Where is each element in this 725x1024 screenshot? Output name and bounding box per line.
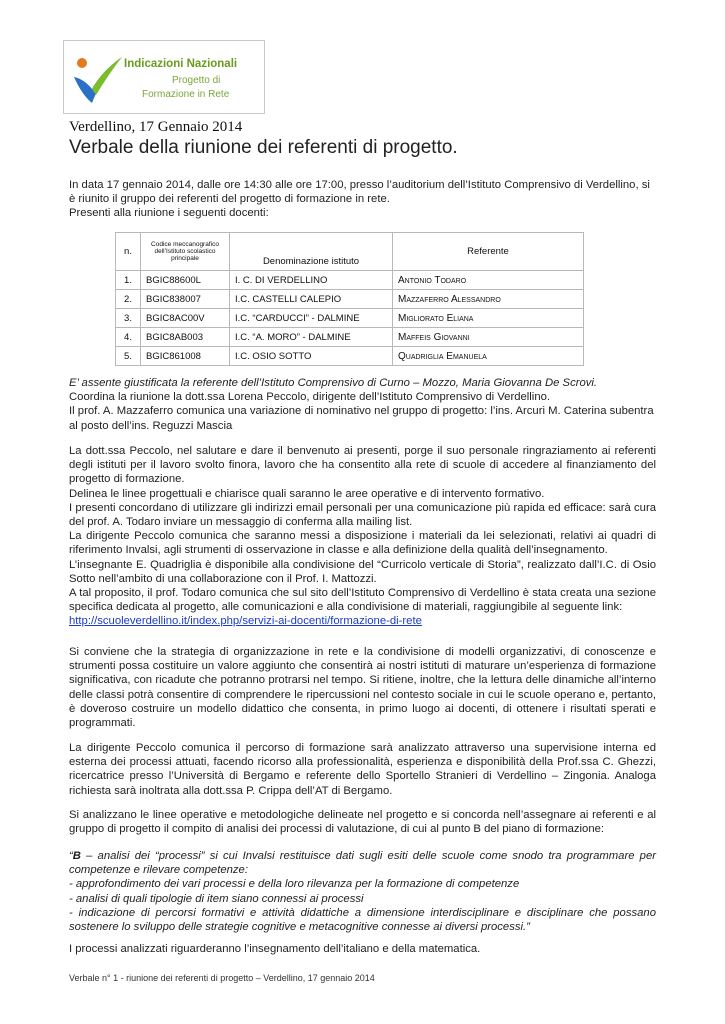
welcome-section (69, 444, 656, 629)
cell-codice: BGIC8AB003 (141, 328, 230, 347)
presenti-text: Presenti alla riunione i seguenti docenti: (69, 207, 269, 220)
quote-b-letter: B (72, 850, 81, 862)
intro-paragraph: In data 17 gennaio 2014, dalle ore 14:30 alle ore 17:00, presso l’auditorium dell’Istituto Comprensivo di Verdellino, si è riunito il gruppo dei referenti del progetto di formazione in rete. (69, 179, 650, 206)
quote-open: “ (69, 850, 73, 862)
cell-denominazione: I.C. CASTELLI CALEPIO (230, 290, 393, 309)
assente-note: E’ assente giustificata la referente dell’Istituto Comprensivo di Curno – Mozzo, Maria Giovanna De Scrovi. (69, 377, 598, 389)
quote-intro: – analisi dei “processi” si cui Invalsi restituisce dati sugli esiti delle scuole come snodo tra programmare per competenze e rilevare competenze: (69, 850, 656, 877)
quote-item: - analisi di quali tipologie di item siano connessi ai processi (69, 892, 364, 905)
table-row (116, 290, 584, 309)
cell-denominazione: I.C. “A. MORO” - DALMINE (230, 328, 393, 347)
header-denominazione: Denominazione istituto (230, 233, 393, 271)
cell-referente: Antonio Todaro (393, 271, 584, 290)
attendance-notes (69, 376, 656, 433)
header-codice: Codice meccanografico dell’Istituto scolastico principale (141, 233, 230, 271)
quote-item: - approfondimento dei vari processi e della loro rilevanza per la formazione di competenze (69, 878, 520, 891)
sito-paragraph: A tal proposito, il prof. Todaro comunica che sul sito dell’Istituto Comprensivo di Verdellino è stata creata una sezione specifica dedicata al progetto, alle comunicazioni e alla condivisione di materiali, raggiungibile al seguente link: (69, 587, 656, 614)
referenti-table (115, 232, 584, 366)
cell-referente: Quadriglia Emanuela (393, 347, 584, 366)
punto-b-quote (69, 849, 656, 934)
cell-codice: BGIC838007 (141, 290, 230, 309)
welcome-paragraph: La dott.ssa Peccolo, nel salutare e dare il benvenuto ai presenti, porge il suo personale ringraziamento ai referenti degli istituti per il lavoro svolto finora, lavoro che ha consentito alla rete di scuole di accedere al finanziamento del progetto di formazione. (69, 445, 656, 486)
table-row (116, 271, 584, 290)
page-title: Verbale della riunione dei referenti di progetto. (69, 137, 458, 158)
cell-referente: Migliorato Eliana (393, 309, 584, 328)
materiali-paragraph: La dirigente Peccolo comunica che saranno messi a disposizione i materiali da lei selezionati, relativi ai quadri di riferimento Invalsi, agli strumenti di osservazione in classe e alla definizione della qualità dell’insegnamento. (69, 530, 656, 557)
formazione-link[interactable]: http://scuoleverdellino.it/index.php/servizi-ai-docenti/formazione-di-rete (69, 615, 422, 628)
cell-codice: BGIC861008 (141, 347, 230, 366)
cell-referente: Maffeis Giovanni (393, 328, 584, 347)
conclusione-paragraph: I processi analizzati riguarderanno l’insegnamento dell’italiano e della matematica. (69, 943, 481, 955)
project-logo (63, 40, 265, 114)
cell-n: 2. (116, 290, 141, 309)
table-header-row (116, 233, 584, 271)
cell-denominazione: I. C. DI VERDELLINO (230, 271, 393, 290)
dateline: Verdellino, 17 Gennaio 2014 (69, 119, 243, 135)
delinea-paragraph: Delinea le linee progettuali e chiarisce quali saranno le aree operative e di intervento formativo. (69, 487, 545, 500)
email-paragraph: I presenti concordano di utilizzare gli indirizzi email personali per una comunicazione più rapida ed efficace: sarà cura del prof. A. Todaro inviare un messaggio di conferma alla mailing list. (69, 501, 656, 529)
table-row (116, 347, 584, 366)
logo-line-1: Indicazioni Nazionali (124, 58, 238, 70)
logo-line-3: Formazione in Rete (142, 89, 230, 100)
cell-codice: BGIC88600L (141, 271, 230, 290)
table-row (116, 328, 584, 347)
cell-codice: BGIC8AC00V (141, 309, 230, 328)
cell-n: 5. (116, 347, 141, 366)
intro-block (69, 178, 656, 221)
cell-n: 1. (116, 271, 141, 290)
cell-denominazione: I.C. OSIO SOTTO (230, 347, 393, 366)
quote-item: - indicazione di percorsi formativi e attività didattiche a dimensione interdisciplinare e disciplinare che possano sostenere lo sviluppo delle strategie cognitive e metacognitive connesse ai diversi processi.” (69, 906, 656, 934)
cell-n: 4. (116, 328, 141, 347)
strategia-paragraph: Si conviene che la strategia di organizzazione in rete e la condivisione di modelli organizzativi, di conoscenze e strumenti possa costituire un valore aggiunto che consentirà ai nostri istituti di maturare un’esperienza di formazione significativa, con ricadute che potranno protrarsi nel tempo. Si ritiene, inoltre, che la lettura delle dinamiche all’interno delle classi potrà consentire di comprendere le ripercussioni nel contesto sociale in cui le scuole operano e, pertanto, è doveroso costruire un modello didattico che consenta, in primo luogo ai docenti, di ottenere i risultati sperati e programmati. (69, 646, 656, 730)
header-referente: Referente (393, 233, 584, 271)
cell-referente: Mazzaferro Alessandro (393, 290, 584, 309)
page-footer: Verbale n° 1 - riunione dei referenti di progetto – Verdellino, 17 gennaio 2014 (69, 973, 375, 983)
percorso-paragraph: La dirigente Peccolo comunica il percorso di formazione sarà analizzato attraverso una supervisione interna ed esterna dei processi attuati, facendo ricorso alla professionalità, esperienza e disponibilità della Prof.ssa C. Ghezzi, ricercatrice presso l’Università di Bergamo e referente dello Sportello Stranieri di Verdellino – Zingonia. Analoga richiesta sarà inoltrata alla dott.ssa P. Crippa dell’AT di Bergamo. (69, 742, 656, 797)
logo-line-2: Progetto di (172, 75, 221, 86)
header-n: n. (116, 233, 141, 271)
checkmark-person-icon (68, 47, 128, 107)
cell-n: 3. (116, 309, 141, 328)
table-row (116, 309, 584, 328)
coordina-text: Coordina la riunione la dott.ssa Lorena Peccolo, dirigente dell’Istituto Comprensivo di Verdellino. (69, 391, 551, 404)
analisi-paragraph: Si analizzano le linee operative e metodologiche delineate nel progetto e si concorda nell’assegnare ai referenti e al gruppo di progetto il compito di analisi dei processi di valutazione, di cui al punto B del piano di formazione: (69, 809, 656, 836)
mazzaferro-text: Il prof. A. Mazzaferro comunica una variazione di nominativo nel gruppo di progetto: l’ins. Arcuri M. Caterina subentra al posto dell’ins. Reguzzi Mascia (69, 405, 654, 432)
curricolo-paragraph: L’insegnante E. Quadriglia è disponibile alla condivisione del “Curricolo verticale di Storia”, realizzato dall’I.C. di Osio Sotto nell’ambito di una collaborazione con il Prof. I. Mattozzi. (69, 558, 656, 585)
cell-denominazione: I.C. “CARDUCCI” - DALMINE (230, 309, 393, 328)
